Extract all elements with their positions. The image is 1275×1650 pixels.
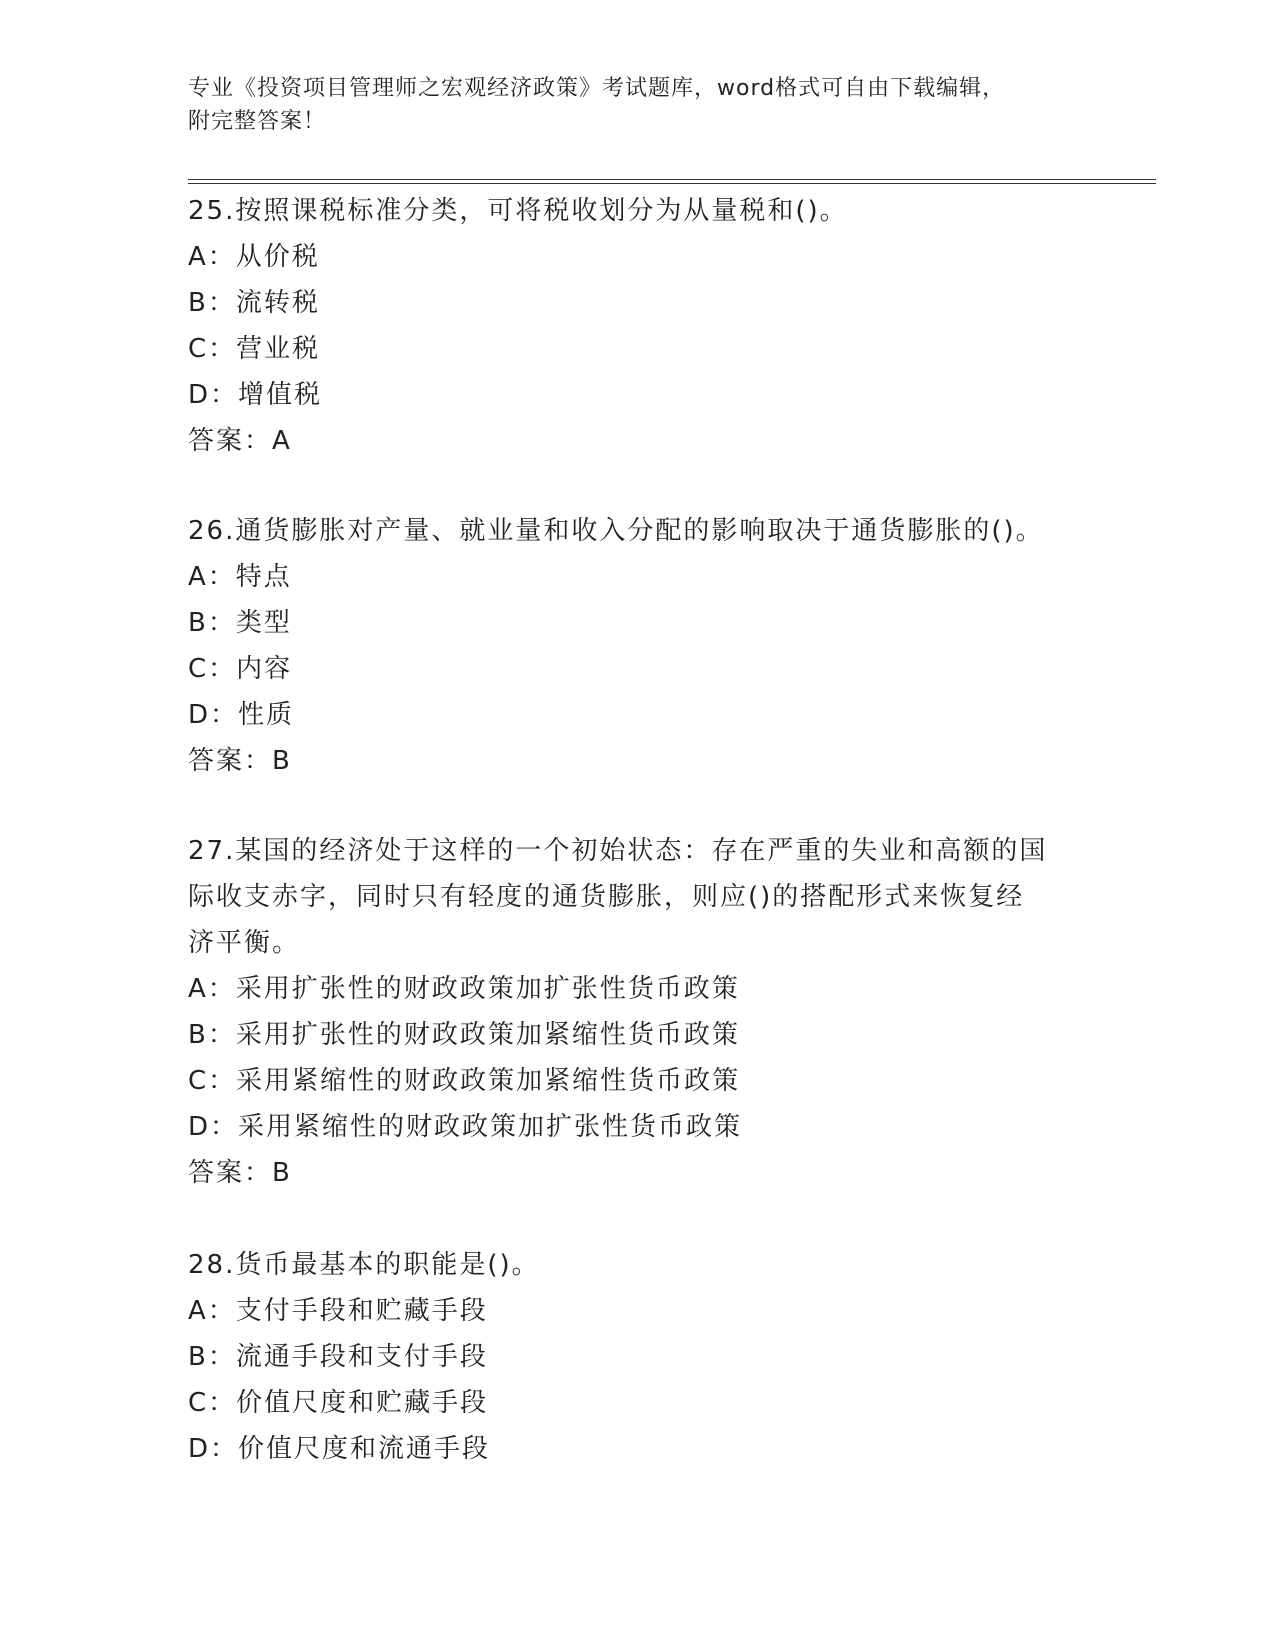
answer: 答案：B	[188, 746, 292, 776]
question-27	[188, 828, 1088, 1196]
option-a: A：特点	[188, 562, 292, 592]
question-25	[188, 188, 1088, 464]
option-b: B：类型	[188, 608, 292, 638]
option-b: B：采用扩张性的财政政策加紧缩性货币政策	[188, 1020, 740, 1050]
option-c: C：价值尺度和贮藏手段	[188, 1388, 489, 1418]
question-stem-line-3: 济平衡。	[188, 928, 301, 958]
option-d: D：增值税	[188, 380, 323, 410]
question-stem	[188, 828, 1088, 966]
header-divider-bottom	[188, 183, 1156, 184]
option-d: D：采用紧缩性的财政政策加扩张性货币政策	[188, 1112, 743, 1142]
option-d: D：性质	[188, 700, 295, 730]
document-header	[188, 72, 1088, 138]
header-line-1: 专业《投资项目管理师之宏观经济政策》考试题库，word格式可自由下载编辑，	[188, 76, 1006, 101]
option-b: B：流转税	[188, 288, 320, 318]
option-c: C：内容	[188, 654, 293, 684]
answer: 答案：B	[188, 1158, 292, 1188]
option-a: A：支付手段和贮藏手段	[188, 1296, 488, 1326]
option-b: B：流通手段和支付手段	[188, 1342, 488, 1372]
question-stem: 25.按照课税标准分类，可将税收划分为从量税和()。	[188, 196, 848, 226]
question-stem: 28.货币最基本的职能是()。	[188, 1250, 540, 1280]
option-d: D：价值尺度和流通手段	[188, 1434, 491, 1464]
question-stem-line-1: 27.某国的经济处于这样的一个初始状态：存在严重的失业和高额的国	[188, 836, 1048, 866]
question-28	[188, 1242, 1088, 1472]
question-stem: 26.通货膨胀对产量、就业量和收入分配的影响取决于通货膨胀的()。	[188, 516, 1044, 546]
header-divider-top	[188, 179, 1156, 180]
answer: 答案：A	[188, 426, 292, 456]
option-c: C：营业税	[188, 334, 321, 364]
question-26	[188, 508, 1088, 784]
option-c: C：采用紧缩性的财政政策加紧缩性货币政策	[188, 1066, 741, 1096]
question-stem-line-2: 际收支赤字，同时只有轻度的通货膨胀，则应()的搭配形式来恢复经	[188, 882, 1025, 912]
option-a: A：采用扩张性的财政政策加扩张性货币政策	[188, 974, 740, 1004]
option-a: A：从价税	[188, 242, 320, 272]
header-line-2: 附完整答案！	[188, 109, 327, 134]
